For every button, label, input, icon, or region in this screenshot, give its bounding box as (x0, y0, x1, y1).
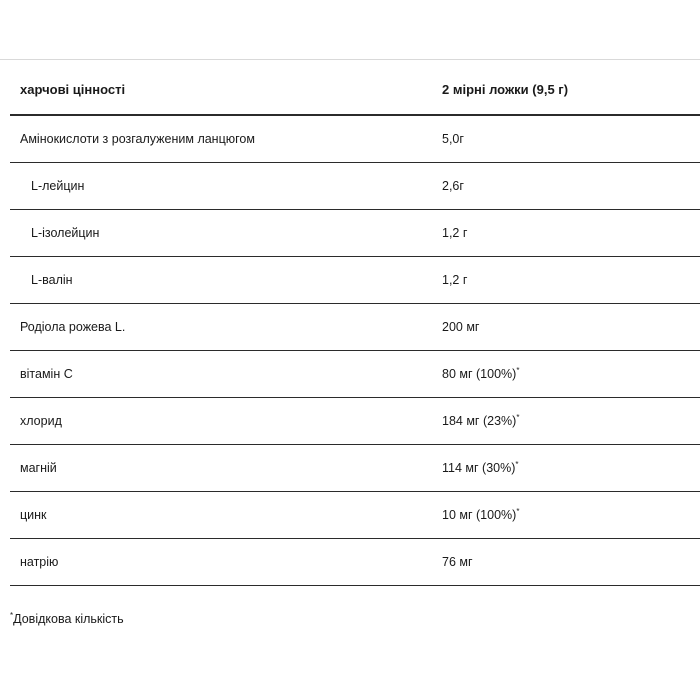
footnote-text: Довідкова кількість (13, 612, 124, 626)
table-row (10, 445, 700, 492)
nutrient-name: Амінокислоти з розгалуженим ланцюгом (20, 132, 255, 146)
nutrient-value: 1,2 г (442, 226, 468, 240)
table-row (10, 304, 700, 351)
table-row (10, 116, 700, 163)
top-divider (0, 59, 700, 60)
nutrient-name: L-лейцин (31, 179, 85, 193)
nutrient-name: L-валін (31, 273, 73, 287)
table-row (10, 539, 700, 586)
nutrient-name: Родіола рожева L. (20, 320, 126, 334)
table-row (10, 210, 700, 257)
table-row (10, 492, 700, 539)
nutrient-name: L-ізолейцин (31, 226, 100, 240)
nutrient-value: 80 мг (100%)* (442, 365, 520, 381)
nutrient-value: 5,0г (442, 132, 464, 146)
table-row (10, 351, 700, 398)
footnote-mark: * (10, 610, 14, 620)
nutrient-value: 200 мг (442, 320, 480, 334)
nutrient-name: вітамін С (20, 367, 73, 381)
nutrient-name: цинк (20, 508, 47, 522)
table-row (10, 257, 700, 304)
table-row (10, 163, 700, 210)
footnote (10, 612, 124, 626)
nutrient-value: 1,2 г (442, 273, 468, 287)
header-name-cell: харчові цінності (20, 82, 126, 97)
nutrient-value: 2,6г (442, 179, 464, 193)
table-row (10, 398, 700, 445)
nutrient-value: 114 мг (30%)* (442, 459, 519, 475)
header-serving-cell: 2 мірні ложки (9,5 г) (442, 82, 569, 97)
table-header-row (10, 65, 700, 116)
nutrient-value: 10 мг (100%)* (442, 506, 520, 522)
nutrient-value: 184 мг (23%)* (442, 412, 520, 428)
nutrient-value: 76 мг (442, 555, 473, 569)
nutrient-name: хлорид (20, 414, 62, 428)
nutrition-table (10, 65, 700, 586)
nutrient-name: магній (20, 461, 57, 475)
nutrient-name: натрію (20, 555, 59, 569)
